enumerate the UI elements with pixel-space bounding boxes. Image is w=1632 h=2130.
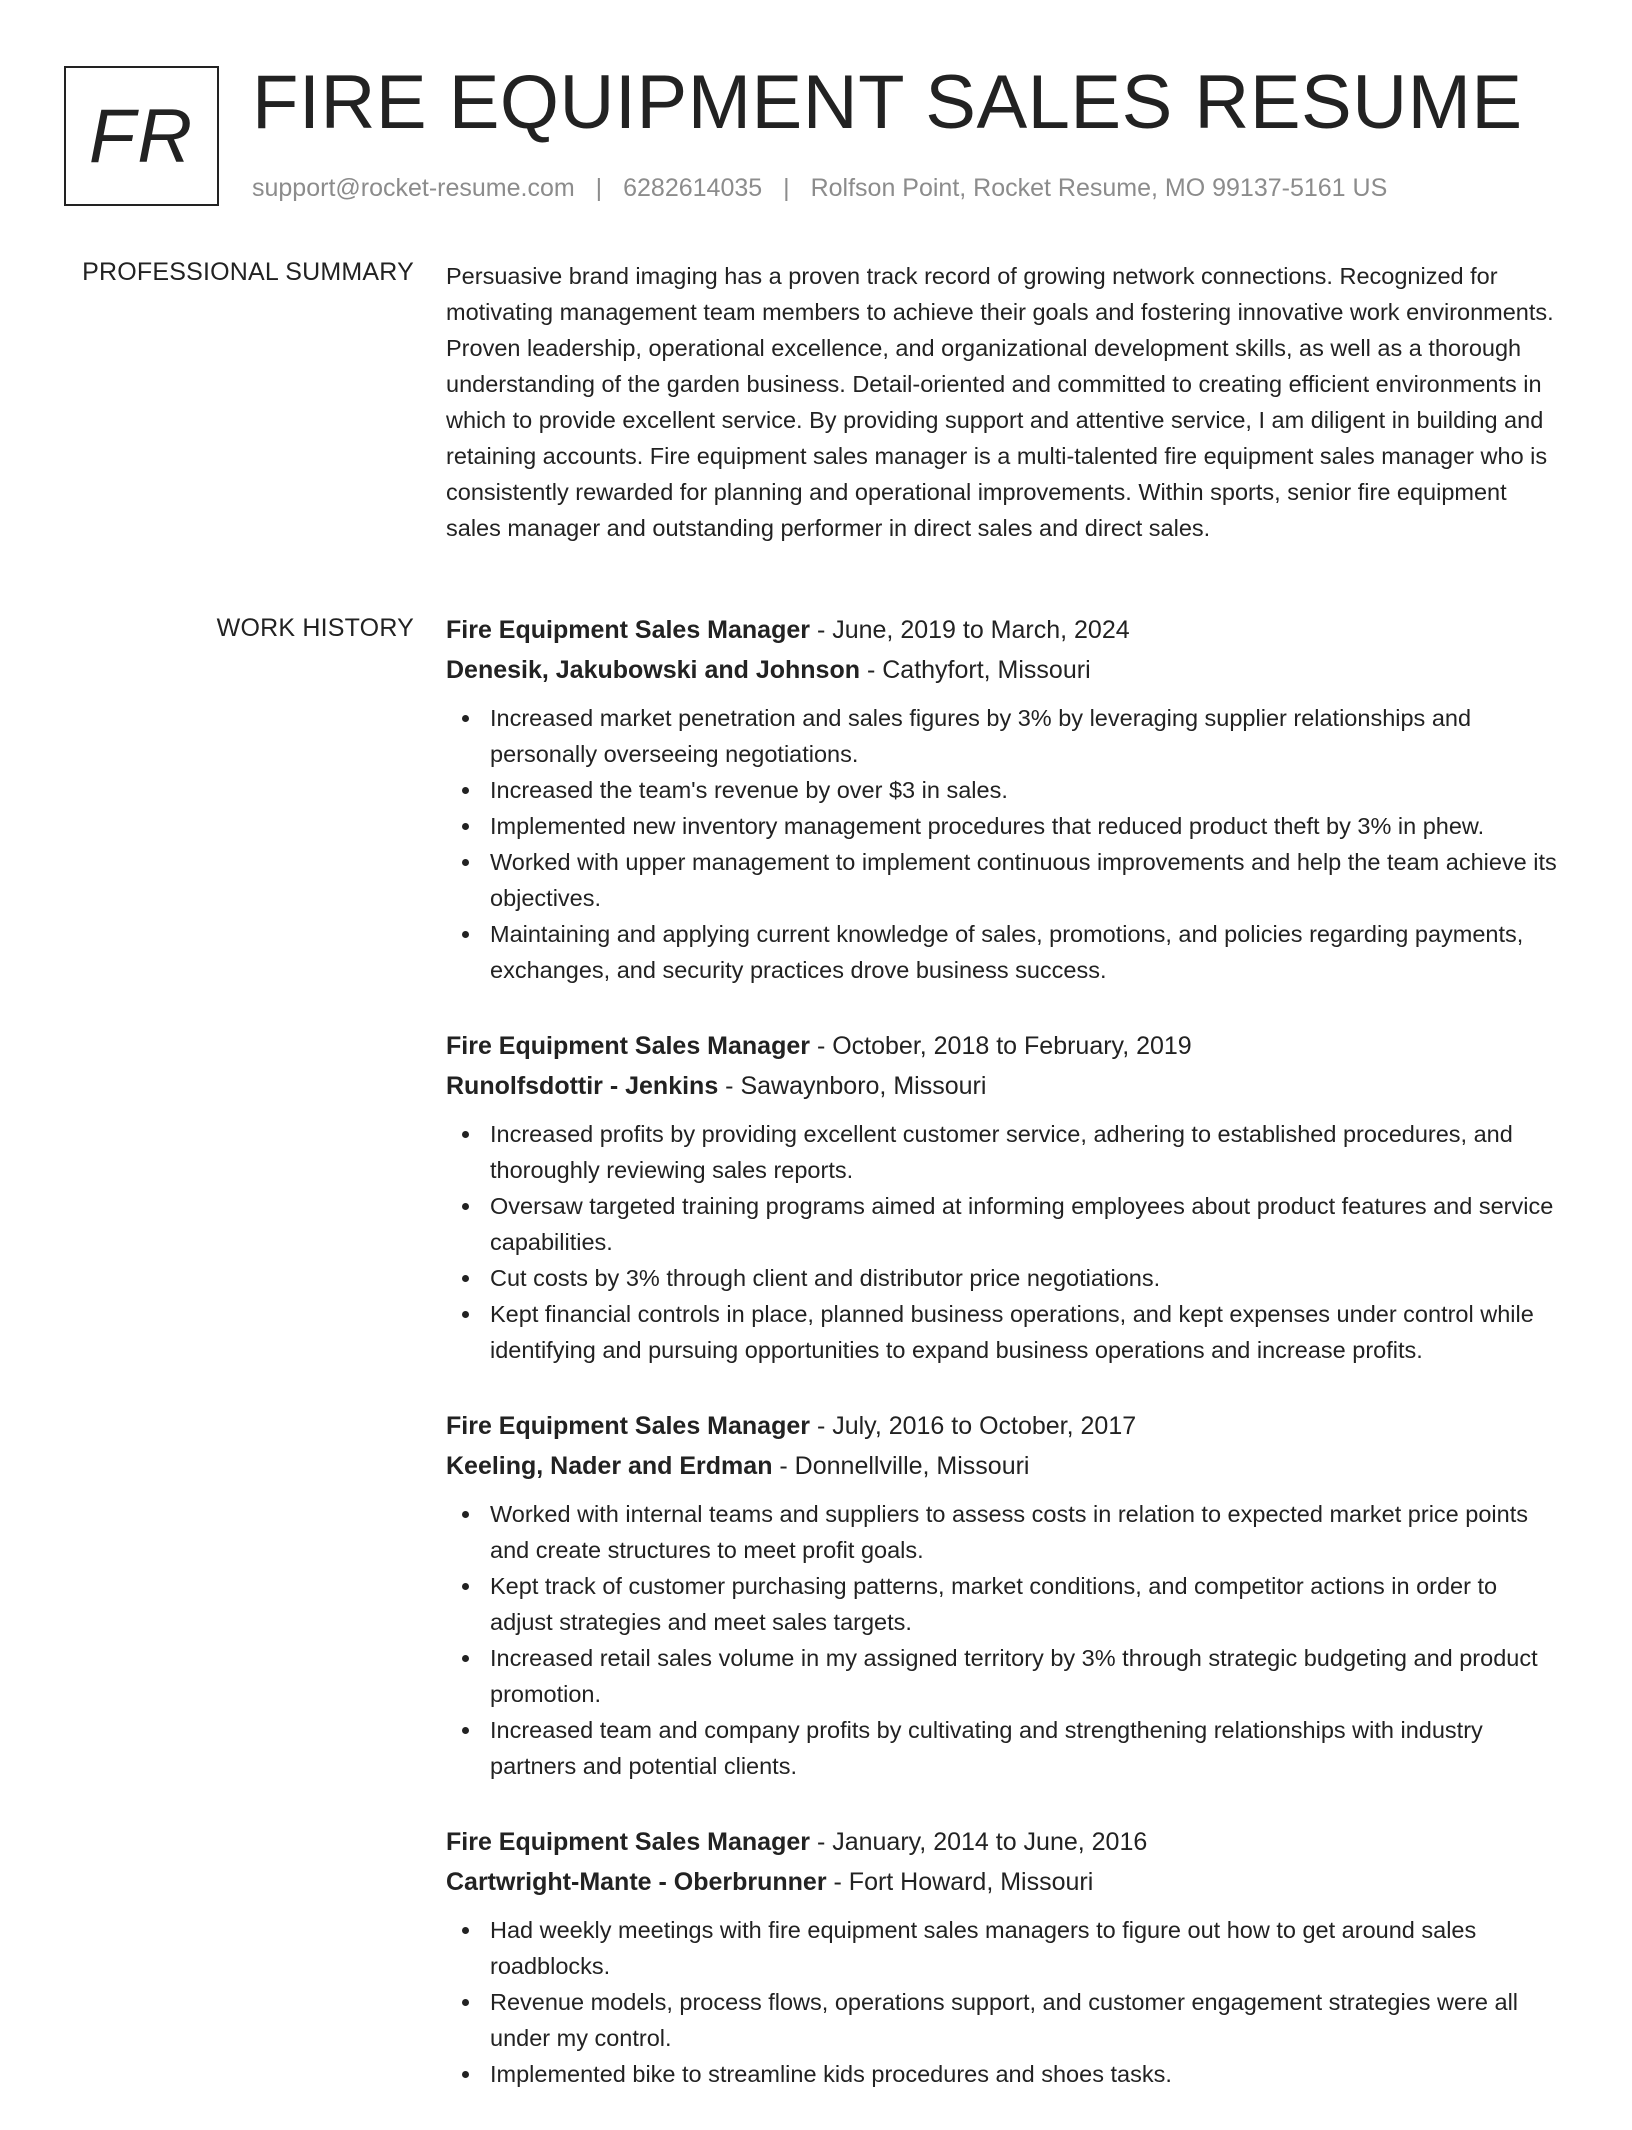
job-bullet: Kept financial controls in place, planned business operations, and kept expenses under control while identifying and pursuing opportunities to expand business operations and increase profits. (446, 1296, 1564, 1368)
monogram-logo (64, 66, 219, 206)
job-location: - Cathyfort, Missouri (860, 656, 1091, 684)
monogram-initials: FR (88, 93, 195, 179)
job-bullets (446, 1116, 1564, 1368)
job-company: Denesik, Jakubowski and Johnson (446, 656, 861, 684)
job-bullet: Had weekly meetings with fire equipment sales managers to figure out how to get around sales roadblocks. (446, 1912, 1564, 1984)
contact-line (252, 174, 1387, 203)
job-bullets (446, 1912, 1564, 2092)
job-entry (446, 1026, 1564, 1368)
job-bullets (446, 700, 1564, 988)
job-title: Fire Equipment Sales Manager (446, 1828, 810, 1856)
job-bullet: Increased market penetration and sales figures by 3% by leveraging supplier relationships and personally overseeing negotiations. (446, 700, 1564, 772)
job-dates: - July, 2016 to October, 2017 (810, 1412, 1137, 1440)
job-bullet: Oversaw targeted training programs aimed at informing employees about product features and service capabilities. (446, 1188, 1564, 1260)
job-company: Cartwright-Mante - Oberbrunner (446, 1868, 827, 1896)
job-title-line (446, 1822, 1564, 1862)
job-company-line (446, 1446, 1564, 1486)
job-title: Fire Equipment Sales Manager (446, 616, 810, 644)
jobs-list (446, 610, 1564, 2130)
job-bullet: Worked with internal teams and suppliers to assess costs in relation to expected market price points and create structures to meet profit goals. (446, 1496, 1564, 1568)
job-bullet: Increased team and company profits by cultivating and strengthening relationships with industry partners and potential clients. (446, 1712, 1564, 1784)
job-bullet: Cut costs by 3% through client and distributor price negotiations. (446, 1260, 1564, 1296)
job-title-line (446, 1026, 1564, 1066)
job-bullet: Implemented new inventory management procedures that reduced product theft by 3% in phew. (446, 808, 1564, 844)
job-title-line (446, 610, 1564, 650)
job-bullet: Increased profits by providing excellent customer service, adhering to established procedures, and thoroughly reviewing sales reports. (446, 1116, 1564, 1188)
job-bullet: Kept track of customer purchasing patterns, market conditions, and competitor actions in order to adjust strategies and meet sales targets. (446, 1568, 1564, 1640)
job-location: - Donnellville, Missouri (772, 1452, 1030, 1480)
resume-title: FIRE EQUIPMENT SALES RESUME (252, 60, 1523, 145)
job-dates: - October, 2018 to February, 2019 (810, 1032, 1192, 1060)
job-location: - Sawaynboro, Missouri (718, 1072, 987, 1100)
section-label-summary: PROFESSIONAL SUMMARY (82, 258, 414, 286)
job-company-line (446, 650, 1564, 690)
contact-separator: | (595, 174, 603, 202)
job-entry (446, 1822, 1564, 2092)
contact-separator: | (783, 174, 790, 202)
contact-phone[interactable]: 6282614035 (623, 174, 763, 202)
job-dates: - January, 2014 to June, 2016 (810, 1828, 1148, 1856)
job-company-line (446, 1066, 1564, 1106)
job-title-line (446, 1406, 1564, 1446)
job-bullet: Revenue models, process flows, operations support, and customer engagement strategies were all under my control. (446, 1984, 1564, 2056)
job-entry (446, 610, 1564, 988)
job-bullet: Maintaining and applying current knowledge of sales, promotions, and policies regarding payments, exchanges, and security practices drove business success. (446, 916, 1564, 988)
job-company: Runolfsdottir - Jenkins (446, 1072, 719, 1100)
contact-address: Rolfson Point, Rocket Resume, MO 99137-5161 US (810, 174, 1388, 202)
job-bullet: Implemented bike to streamline kids procedures and shoes tasks. (446, 2056, 1564, 2092)
job-location: - Fort Howard, Missouri (826, 1868, 1094, 1896)
job-bullet: Increased the team's revenue by over $3 in sales. (446, 772, 1564, 808)
job-company-line (446, 1862, 1564, 1902)
contact-email[interactable]: support@rocket-resume.com (252, 174, 575, 202)
job-bullet: Increased retail sales volume in my assigned territory by 3% through strategic budgeting and product promotion. (446, 1640, 1564, 1712)
job-bullets (446, 1496, 1564, 1784)
job-title: Fire Equipment Sales Manager (446, 1412, 810, 1440)
job-title: Fire Equipment Sales Manager (446, 1032, 810, 1060)
job-company: Keeling, Nader and Erdman (446, 1452, 773, 1480)
job-dates: - June, 2019 to March, 2024 (810, 616, 1130, 644)
job-bullet: Worked with upper management to implement continuous improvements and help the team achieve its objectives. (446, 844, 1564, 916)
section-label-work-history: WORK HISTORY (216, 614, 414, 642)
job-entry (446, 1406, 1564, 1784)
summary-text: Persuasive brand imaging has a proven track record of growing network connections. Recognized for motivating management team members to achieve their goals and fostering innovative work environments. Proven leadership, operational excellence, and organizational development skills, as well as a thorough understanding of the garden business. Detail-oriented and committed to creating efficient environments in which to provide excellent service. By providing support and attentive service, I am diligent in building and retaining accounts. Fire equipment sales manager is a multi-talented fire equipment sales manager who is consistently rewarded for planning and operational improvements. Within sports, senior fire equipment sales manager and outstanding performer in direct sales and direct sales. (446, 263, 1554, 541)
